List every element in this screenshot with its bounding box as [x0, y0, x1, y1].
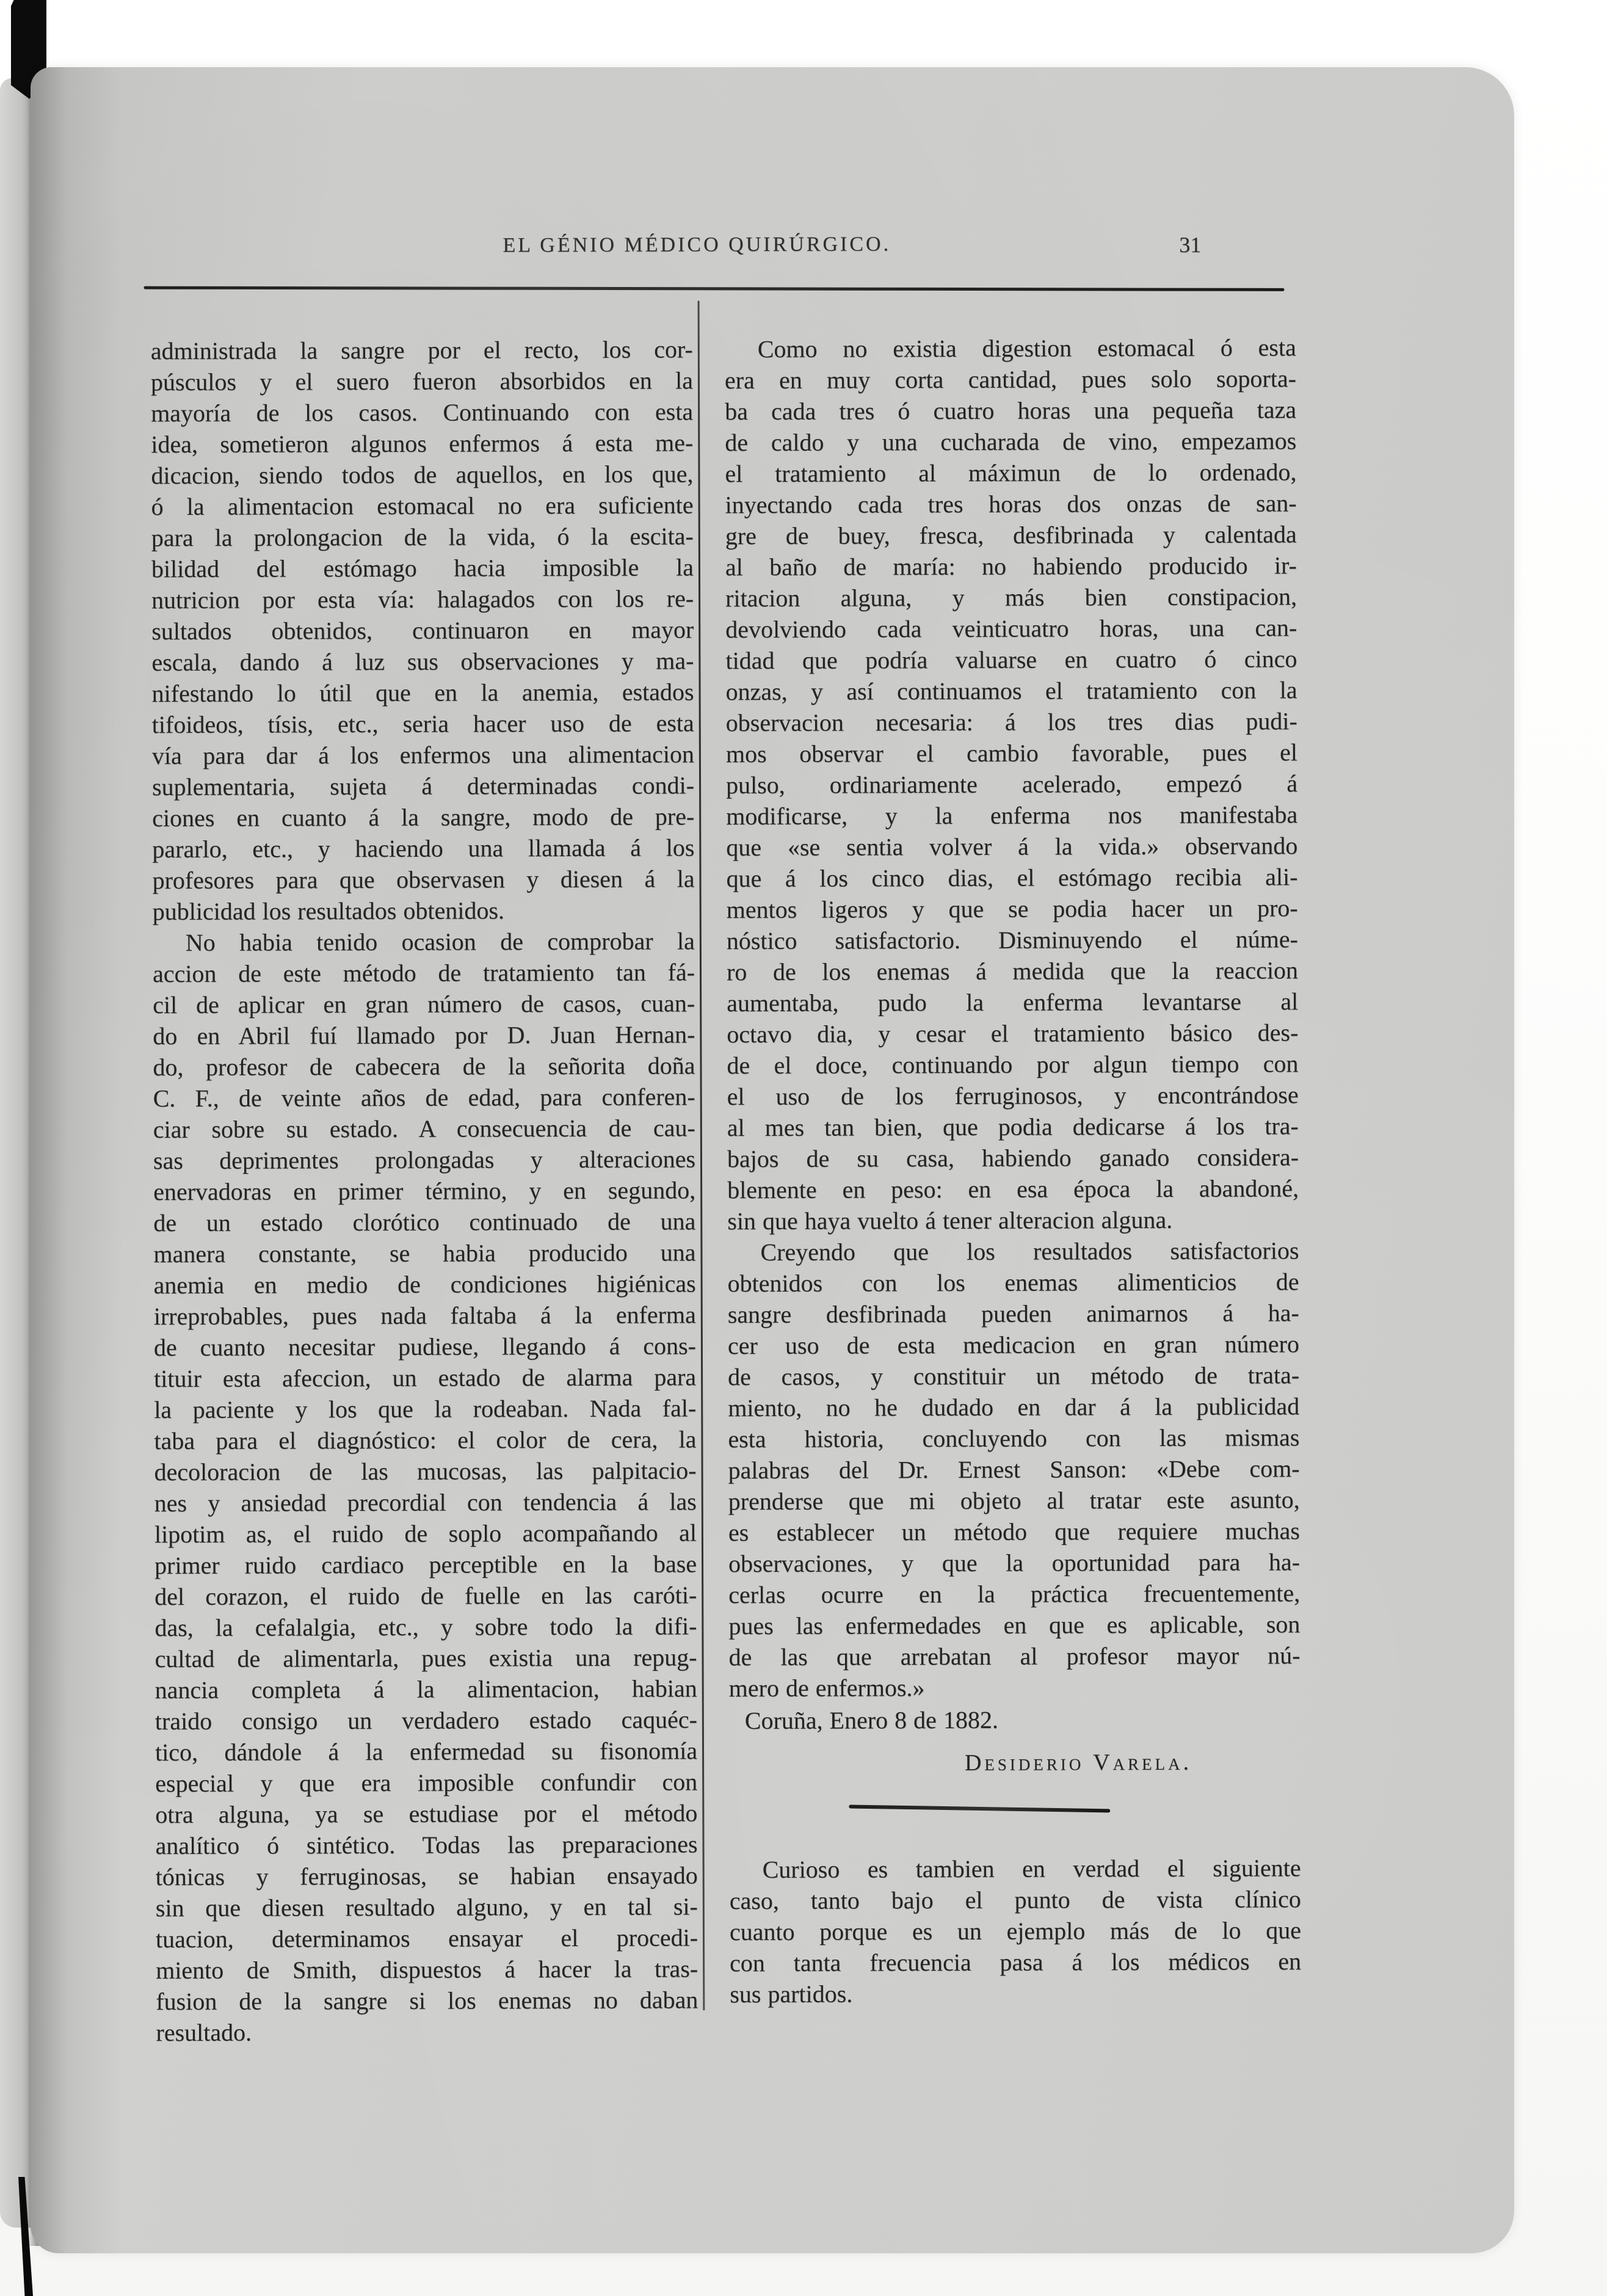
- text-line: de cuanto necesitar pudiese, llegando á cons-: [153, 1332, 697, 1362]
- text-line: profesores para que observasen y diesen á la: [152, 865, 695, 895]
- text-line: sin que diesen resultado alguno, y en tal si-: [155, 1892, 698, 1922]
- text-line: mentos ligeros y que se podia hacer un pro-: [726, 894, 1298, 924]
- text-line: C. F., de veinte años de edad, para conferen-: [153, 1083, 695, 1113]
- text-line: octavo dia, y cesar el tratamiento básico des-: [727, 1019, 1299, 1048]
- text-line: obtenidos con los enemas alimenticios de: [727, 1268, 1299, 1298]
- scanned-page: [31, 67, 1514, 2253]
- text-line: de casos, y constituir un método de trata-: [728, 1361, 1300, 1391]
- text-line: esta historia, concluyendo con las mismas: [728, 1423, 1300, 1453]
- text-line: el tratamiento al máximun de lo ordenado,: [725, 458, 1297, 488]
- paragraph: [153, 925, 698, 2048]
- dateline: Coruña, Enero 8 de 1882.: [744, 1706, 998, 1735]
- text-line: ro de los enemas á medida que la reaccion: [726, 956, 1299, 986]
- text-line: publicidad los resultados obtenidos.: [152, 896, 505, 926]
- text-line: suplementaria, sujeta á determinadas condi-: [152, 771, 695, 801]
- text-line: al mes tan bien, que podia dedicarse á los tra-: [727, 1112, 1299, 1142]
- text-line: modificarse, y la enferma nos manifestaba: [726, 801, 1298, 830]
- text-line: mos observar el cambio favorable, pues el: [725, 738, 1297, 768]
- text-line: ciones en cuanto á la sangre, modo de pre-: [152, 802, 695, 832]
- text-line: sultados obtenidos, continuaron en mayor: [151, 616, 694, 645]
- text-line: mayoría de los casos. Continuando con esta: [151, 398, 694, 427]
- section-separator-rule: [849, 1805, 1110, 1813]
- text-line: de caldo y una cucharada de vino, empezamos: [725, 427, 1297, 457]
- text-line: palabras del Dr. Ernest Sanson: «Debe com-: [728, 1455, 1300, 1484]
- text-line: observaciones, y que la oportunidad para ha-: [728, 1548, 1300, 1578]
- text-line: para la prolongacion de la vida, ó la escita-: [151, 522, 694, 552]
- text-line: Creyendo que los resultados satisfactorios: [760, 1237, 1299, 1266]
- text-line: especial y que era imposible confundir con: [155, 1768, 698, 1798]
- text-line: caso, tanto bajo el punto de vista clínico: [729, 1885, 1301, 1915]
- paragraph: [727, 1235, 1300, 1704]
- text-line: nes y ansiedad precordial con tendencia á las: [154, 1488, 697, 1517]
- text-line: administrada la sangre por el recto, los cor-: [150, 335, 693, 365]
- text-line: analítico ó sintético. Todas las preparaciones: [155, 1830, 698, 1860]
- text-line: fusion de la sangre si los enemas no daban: [156, 1986, 698, 2016]
- text-line: púsculos y el suero fueron absorbidos en la: [150, 366, 694, 396]
- text-line: nancia completa á la alimentacion, habian: [154, 1674, 697, 1704]
- author-signature: Desiderio Varela.: [964, 1749, 1192, 1776]
- text-line: tituir esta afeccion, un estado de alarma para: [154, 1363, 697, 1393]
- text-line: bilidad del estómago hacia imposible la: [151, 553, 694, 583]
- text-line: cerlas ocurre en la práctica frecuentemente,: [728, 1579, 1300, 1609]
- text-line: anemia en medio de condiciones higiénicas: [153, 1270, 696, 1299]
- text-line: que á los cinco dias, el estómago recibia ali-: [726, 863, 1298, 893]
- text-line: con tanta frecuencia pasa á los médicos en: [730, 1947, 1302, 1977]
- text-line: taba para el diagnóstico: el color de cera, la: [154, 1425, 697, 1455]
- text-line: pulso, ordinariamente acelerado, empezó á: [725, 769, 1298, 799]
- text-line: No habia tenido ocasion de comprobar la: [185, 927, 695, 957]
- text-line: sas deprimentes prolongadas y alteraciones: [153, 1145, 696, 1175]
- text-line: de el doce, continuando por algun tiempo con: [727, 1050, 1299, 1080]
- text-line: pararlo, etc., y haciendo una llamada á los: [152, 834, 695, 863]
- text-line: observacion necesaria: á los tres dias pudi-: [725, 707, 1297, 737]
- text-line: del corazon, el ruido de fuelle en las caróti-: [154, 1581, 697, 1611]
- text-line: devolviendo cada veinticuatro horas, una can-: [725, 614, 1297, 644]
- page-number: 31: [1179, 232, 1202, 257]
- text-line: nutricion por esta vía: halagados con los re-: [151, 584, 694, 614]
- text-line: enervadoras en primer término, y en segundo,: [153, 1176, 696, 1206]
- text-line: pues las enfermedades en que es aplicable, son: [728, 1610, 1300, 1640]
- paragraph: [725, 332, 1299, 1237]
- text-line: nifestando lo útil que en la anemia, estados: [151, 678, 694, 708]
- text-line: prenderse que mi objeto al tratar este asunto,: [728, 1486, 1300, 1516]
- text-line: tico, dándole á la enfermedad su fisonomía: [154, 1737, 698, 1767]
- text-line: otra alguna, ya se estudiase por el método: [155, 1799, 698, 1829]
- text-line: ó la alimentacion estomacal no era suficiente: [151, 491, 694, 521]
- text-line: vía para dar á los enfermos una alimentacion: [151, 740, 694, 770]
- page-content: [27, 65, 1517, 2256]
- text-line: mero de enfermos.»: [728, 1674, 925, 1702]
- text-line: gre de buey, fresca, desfibrinada y calentada: [725, 520, 1297, 550]
- text-line: onzas, y así continuamos el tratamiento con la: [725, 676, 1297, 706]
- text-line: decoloracion de las mucosas, las palpitacio-: [154, 1456, 697, 1486]
- text-line: el uso de los ferruginosos, y encontrándose: [727, 1081, 1299, 1111]
- text-line: cil de aplicar en gran número de casos, cuan-: [153, 989, 695, 1019]
- text-line: ciar sobre su estado. A consecuencia de cau-: [153, 1114, 695, 1144]
- text-line: inyectando cada tres horas dos onzas de san-: [725, 489, 1297, 519]
- text-line: manera constante, se habia producido una: [153, 1238, 696, 1268]
- text-line: primer ruido cardiaco perceptible en la base: [154, 1550, 697, 1580]
- text-line: al baño de maría: no habiendo producido ir-: [725, 551, 1297, 581]
- header-rule: [144, 286, 1285, 291]
- text-line: tónicas y ferruginosas, se habian ensayado: [155, 1861, 698, 1891]
- text-line: ritacion alguna, y más bien constipacion,: [725, 583, 1297, 612]
- text-line: miento, no he dudado en dar á la publicidad: [728, 1392, 1300, 1422]
- text-line: tidad que podría valuarse en cuatro ó cinco: [725, 645, 1297, 675]
- text-line: aumentaba, pudo la enferma levantarse al: [727, 987, 1299, 1017]
- text-line: de las que arrebatan al profesor mayor nú-: [728, 1641, 1300, 1671]
- column-divider-rule: [698, 300, 705, 2010]
- text-line: de un estado clorótico continuado de una: [153, 1207, 696, 1237]
- text-line: idea, sometieron algunos enfermos á esta me-: [151, 429, 694, 459]
- text-line: lipotim as, el ruido de soplo acompañando al: [154, 1519, 697, 1549]
- text-line: sus partidos.: [730, 1980, 853, 2008]
- text-line: das, la cefalalgia, etc., y sobre todo la difi-: [154, 1612, 697, 1642]
- paragraph: [730, 1852, 1302, 2010]
- text-line: tuacion, determinamos ensayar el procedi-: [155, 1924, 698, 1953]
- text-line: miento de Smith, dispuestos á hacer la tras-: [156, 1955, 698, 1985]
- right-column: [725, 332, 1302, 2010]
- text-line: la paciente y los que la rodeaban. Nada fal-: [154, 1394, 697, 1424]
- text-line: dicacion, siendo todos de aquellos, en los que,: [151, 460, 694, 490]
- text-line: traido consigo un verdadero estado caquéc-: [154, 1706, 697, 1735]
- text-line: accion de este método de tratamiento tan fá-: [152, 958, 695, 988]
- text-line: resultado.: [156, 2018, 252, 2047]
- text-line: blemente en peso: en esa época la abandoné,: [727, 1174, 1299, 1204]
- text-line: ba cada tres ó cuatro horas una pequeña taza: [725, 396, 1297, 426]
- text-line: cuanto porque es un ejemplo más de lo que: [729, 1916, 1302, 1946]
- text-line: sin que haya vuelto á tener alteracion alguna.: [727, 1205, 1173, 1235]
- text-line: cer uso de esta medicacion en gran número: [727, 1330, 1300, 1360]
- text-line: Curioso es tambien en verdad el siguiente: [762, 1854, 1301, 1884]
- journal-title: EL GÉNIO MÉDICO QUIRÚRGICO.: [502, 233, 891, 257]
- text-line: que «se sentia volver á la vida.» observando: [726, 832, 1298, 862]
- text-line: Como no existia digestion estomacal ó esta: [757, 333, 1296, 363]
- text-line: do, profesor de cabecera de la señorita doña: [153, 1052, 695, 1081]
- paragraph: [151, 333, 695, 927]
- text-line: era en muy corta cantidad, pues solo soporta-: [724, 365, 1297, 394]
- text-line: bajos de su casa, habiendo ganado considera-: [727, 1143, 1299, 1173]
- text-line: sangre desfibrinada pueden animarnos á ha-: [727, 1299, 1299, 1329]
- text-line: tifoideos, tísis, etc., seria hacer uso de esta: [151, 709, 694, 739]
- text-line: cultad de alimentarla, pues existia una repug-: [154, 1643, 697, 1673]
- text-line: nóstico satisfactorio. Disminuyendo el núme-: [726, 925, 1298, 955]
- text-line: escala, dando á luz sus observaciones y ma-: [151, 647, 694, 677]
- text-line: do en Abril fuí llamado por D. Juan Hernan-: [153, 1020, 695, 1050]
- left-column: [151, 333, 698, 2048]
- text-line: es establecer un método que requiere muchas: [728, 1517, 1300, 1547]
- text-line: irreprobables, pues nada faltaba á la enferma: [153, 1301, 696, 1331]
